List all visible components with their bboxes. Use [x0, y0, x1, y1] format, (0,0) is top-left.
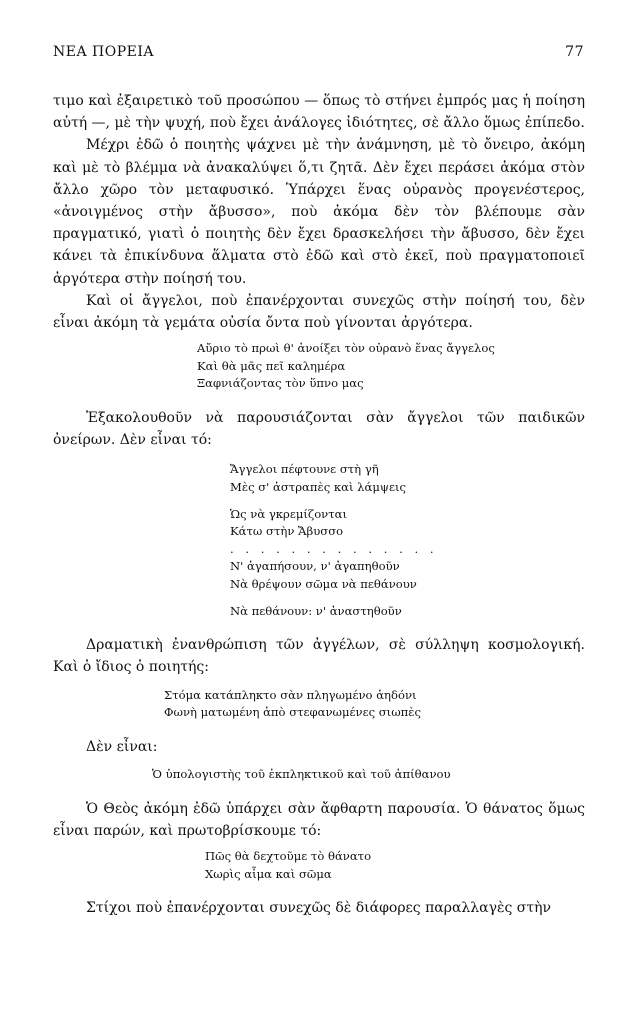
verse-line: Πῶς θὰ δεχτοῦμε τὸ θάνατο [205, 848, 372, 863]
body-text [53, 90, 585, 919]
verse-block [53, 848, 585, 883]
verse-line: Στόμα κατάπληκτο σὰν πληγωμένο ἀηδόνι [164, 687, 417, 702]
verse-block [53, 687, 585, 722]
paragraph: τιμο καὶ ἐξαιρετικὸ τοῦ προσώπου — ὅπως τὸ στήνει ἐμπρός μας ἡ ποίηση αὐτή —, μὲ τὴν ψυχή, ποὺ ἔχει ἀνάλογες ἰδιότητες, σὲ ἄλλο ὅμως ἐπίπεδο. [53, 93, 585, 132]
verse-line: Ξαφνιάζοντας τὸν ὕπνο μας [197, 376, 364, 391]
verse-line: Φωνὴ ματωμένη ἀπὸ στεφανωμένες σιωπὲς [164, 705, 422, 720]
verse-line: Νὰ θρέψουν σῶμα νὰ πεθάνουν [230, 576, 417, 591]
verse-line: Κάτω στὴν Ἄβυσσο [230, 524, 344, 539]
paragraph: Δὲν εἶναι: [86, 738, 158, 755]
verse-line: Ὡς νὰ γκρεμίζονται [230, 506, 348, 521]
paragraph: Μέχρι ἐδῶ ὁ ποιητὴς ψάχνει μὲ τὴν ἀνάμνηση, μὲ τὸ ὄνειρο, ἀκόμη καὶ μὲ τὸ βλέμμα νὰ ἀνακαλύψει ὅ,τι ζητᾶ. Δὲν ἔχει περάσει ἀκόμα στὸν ἄλλο χῶρο τὸν μεταφυσικό. Ὑπάρχει ἕνας οὐρανὸς προγενέστερος, «ἀνοιγμένος στὴν ἄβυσσο», ποὺ ἀκόμα δὲν τὸν βλέπουμε σὰν πραγματικό, γιατὶ ὁ ποιητὴς δὲν ἔχει δρασκελήσει τὴν ἄβυσσο, δὲν ἔχει κάνει τὰ ἐπικίνδυνα ἅλματα στὸ ἐδῶ καὶ στὸ ἐκεῖ, ποὺ πραγματοποιεῖ ἀργότερα στὴν ποίησή του. [53, 137, 585, 287]
paragraph: Καὶ οἱ ἄγγελοι, ποὺ ἐπανέρχονται συνεχῶς στὴν ποίησή του, δὲν εἶναι ἀκόμη τὰ γεμάτα οὐσία ὄντα ποὺ γίνονται ἀργότερα. [53, 292, 585, 332]
paragraph: Στίχοι ποὺ ἐπανέρχονται συνεχῶς δὲ διάφορες παραλλαγὲς στὴν [86, 900, 552, 917]
stanza-break [230, 497, 585, 506]
verse-line: Ν' ἀγαπήσουν, ν' ἀγαπηθοῦν [230, 559, 400, 574]
running-header [53, 44, 584, 60]
verse-line: Νὰ πεθάνουν: ν' ἀναστηθοῦν [230, 603, 402, 618]
verse-line: Αὔριο τὸ πρωὶ θ' ἀνοίξει τὸν οὐρανὸ ἕνας ἄγγελος [197, 341, 495, 356]
paragraph: Ὁ Θεὸς ἀκόμη ἐδῶ ὑπάρχει σὰν ἄφθαρτη παρουσία. Ὁ θάνατος ὅμως εἶναι παρών, καὶ πρωτοβρίσκουμε τό: [53, 800, 585, 839]
journal-title: ΝΕΑ ΠΟΡΕΙΑ [53, 44, 154, 60]
verse-line: Ἄγγελοι πέφτουνε στὴ γῆ [230, 462, 379, 477]
verse-block [53, 766, 585, 784]
verse-line: Καὶ θὰ μᾶς πεῖ καλημέρα [197, 358, 346, 373]
verse-line: Ὁ ὑπολογιστὴς τοῦ ἐκπληκτικοῦ καὶ τοῦ ἀπίθανου [152, 766, 451, 781]
stanza-break [230, 594, 585, 603]
verse-line: Μὲς σ' ἀστραπὲς καὶ λάμψεις [230, 480, 407, 495]
verse-block [53, 340, 585, 393]
paragraph: Ἐξακολουθοῦν νὰ παρουσιάζονται σὰν ἄγγελοι τῶν παιδικῶν ὀνείρων. Δὲν εἶναι τό: [53, 410, 585, 449]
paragraph: Δραματικὴ ἐνανθρώπιση τῶν ἀγγέλων, σὲ σύλληψη κοσμολογική. Καὶ ὁ ἴδιος ὁ ποιητής: [53, 637, 585, 676]
verse-line: Χωρὶς αἷμα καὶ σῶμα [205, 866, 332, 881]
ellipsis-line: . . . . . . . . . . . . . . [230, 541, 438, 556]
page-number: 77 [565, 44, 584, 60]
verse-block [53, 461, 585, 620]
